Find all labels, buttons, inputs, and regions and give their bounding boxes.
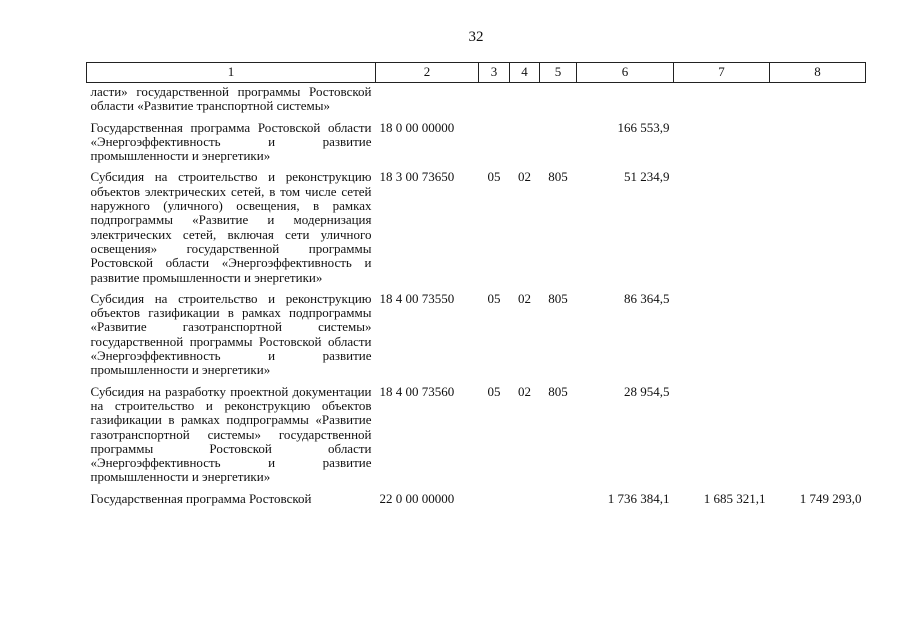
row-rz: 05 <box>487 290 501 306</box>
row-csr: 22 0 00 00000 <box>379 490 455 506</box>
row-csr: 18 3 00 73650 <box>379 169 455 185</box>
header-col-1: 1 <box>87 63 376 83</box>
row-col6 <box>577 83 674 121</box>
row-pr <box>510 121 540 171</box>
row-col7 <box>674 385 770 492</box>
row-vr <box>540 492 577 513</box>
row-rz: 05 <box>487 383 501 399</box>
budget-table <box>86 62 866 513</box>
row-col6: 1 736 384,1 <box>607 490 670 506</box>
row-col7 <box>674 121 770 171</box>
row-col7: 1 685 321,1 <box>703 490 766 506</box>
row-csr: 18 4 00 73560 <box>379 383 455 399</box>
row-col8 <box>770 121 866 171</box>
row-name: ласти» государственной программы Ростовской области «Развитие транспортной системы» <box>90 84 372 114</box>
row-pr: 02 <box>518 290 531 306</box>
row-col7 <box>674 170 770 291</box>
row-col7 <box>674 83 770 121</box>
row-col6: 166 553,9 <box>617 119 670 135</box>
header-col-3: 3 <box>479 63 510 83</box>
row-csr: 18 0 00 00000 <box>379 119 455 135</box>
row-rz <box>479 492 510 513</box>
row-vr: 805 <box>548 383 568 399</box>
row-col8: 1 749 293,0 <box>799 490 862 506</box>
header-row <box>87 63 866 83</box>
row-rz: 05 <box>487 169 501 185</box>
row-csr <box>376 83 479 121</box>
table-header <box>87 63 866 83</box>
row-col8 <box>770 385 866 492</box>
row-vr <box>540 121 577 171</box>
table-row <box>87 492 866 513</box>
row-pr: 02 <box>518 169 531 185</box>
row-vr <box>540 83 577 121</box>
table-row <box>87 83 866 121</box>
row-col6: 28 954,5 <box>624 383 670 399</box>
row-name: Государственная программа Ростовской области «Энергоэффективность и развитие промышленности и энергетики» <box>90 119 372 164</box>
header-col-6: 6 <box>577 63 674 83</box>
header-col-8: 8 <box>770 63 866 83</box>
header-col-7: 7 <box>674 63 770 83</box>
row-pr: 02 <box>518 383 531 399</box>
row-vr: 805 <box>548 169 568 185</box>
header-col-5: 5 <box>540 63 577 83</box>
row-name: Субсидия на разработку проектной документации на строительство и реконструкцию объектов газификации в рамках подпрограммы «Развитие газотранспортной системы» государственной программы Ростовской области «Энергоэффективность и развитие промышленности и энергетики» <box>90 383 372 485</box>
row-col6: 51 234,9 <box>624 169 670 185</box>
table-row <box>87 170 866 291</box>
table-body <box>87 83 866 514</box>
row-pr <box>510 83 540 121</box>
row-rz <box>479 121 510 171</box>
table-row <box>87 121 866 171</box>
row-col8 <box>770 292 866 385</box>
row-pr <box>510 492 540 513</box>
table-row <box>87 292 866 385</box>
row-col8 <box>770 170 866 291</box>
header-col-4: 4 <box>510 63 540 83</box>
row-csr: 18 4 00 73550 <box>379 290 455 306</box>
table-row <box>87 385 866 492</box>
row-name: Субсидия на строительство и реконструкцию объектов электрических сетей, в том числе сетей наружного (уличного) освещения, в рамках подпрограммы «Развитие и модернизация электрических сетей, включая сети уличного освещения» государственной программы Ростовской области «Энергоэффективность и развитие промышленности и энергетики» <box>90 169 372 285</box>
row-name: Субсидия на строительство и реконструкцию объектов газификации в рамках подпрограммы «Развитие газотранспортной системы» государственной программы Ростовской области «Энергоэффективность и развитие промышленности и энергетики» <box>90 290 372 378</box>
row-name: Государственная программа Ростовской <box>90 490 312 506</box>
row-col6: 86 364,5 <box>624 290 670 306</box>
page-number: 32 <box>468 29 484 45</box>
header-col-2: 2 <box>376 63 479 83</box>
row-vr: 805 <box>548 290 568 306</box>
row-col7 <box>674 292 770 385</box>
row-col8 <box>770 83 866 121</box>
row-rz <box>479 83 510 121</box>
